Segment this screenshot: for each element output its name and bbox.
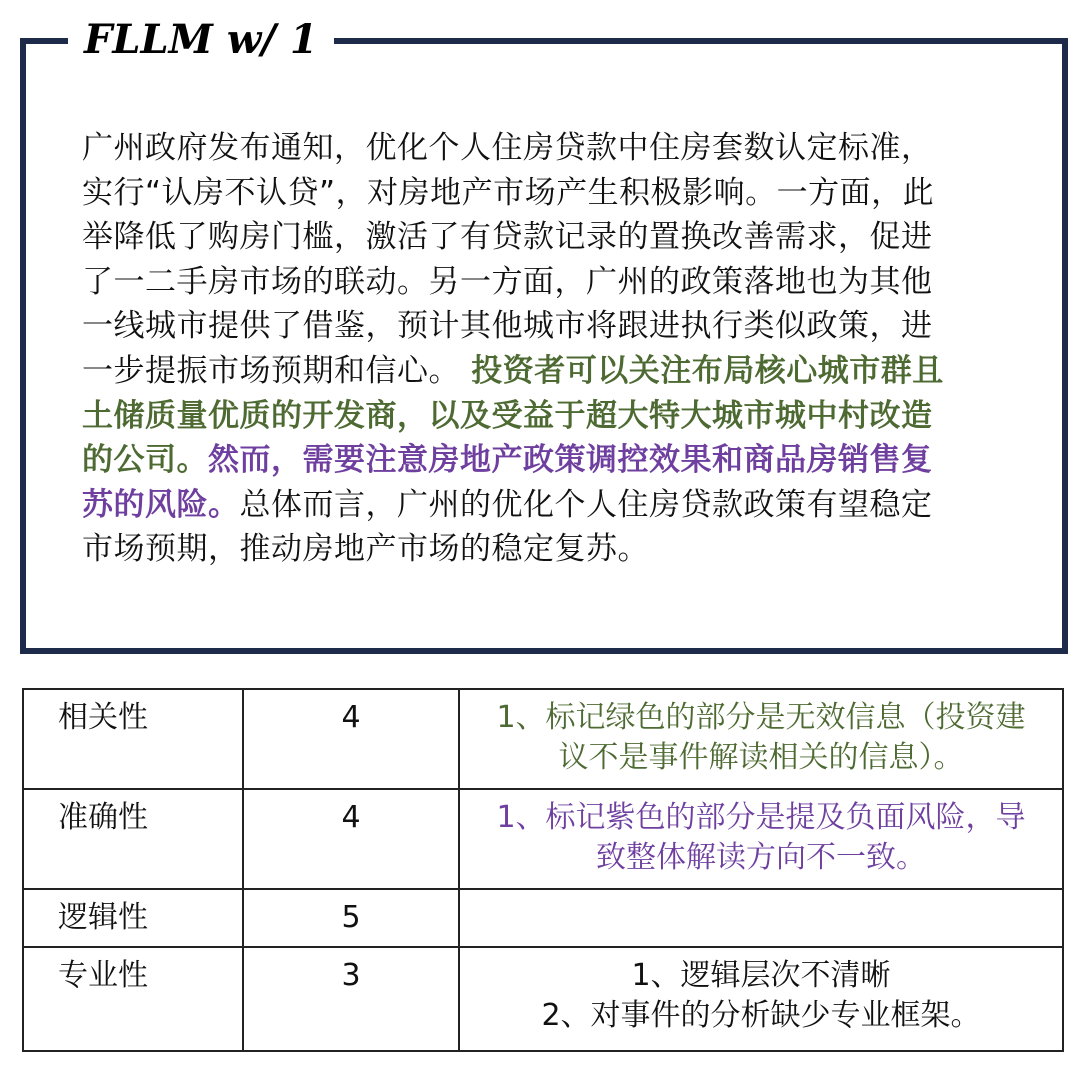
- dimension-cell: 相关性: [23, 689, 243, 789]
- dimension-cell: 专业性: [23, 947, 243, 1051]
- table-row: [23, 689, 1063, 789]
- note-line: 1、逻辑层次不清晰: [631, 958, 891, 993]
- evaluation-table: [22, 688, 1064, 1052]
- note-line: 1、标记绿色的部分是无效信息（投资建: [496, 700, 1026, 735]
- note-cell: [459, 947, 1063, 1051]
- table-row: [23, 947, 1063, 1051]
- passage-green-highlight: 投资者可以关注布局核心城市群且土储质量优质的开发商，以及受益于超大特大城市城中村改造的公司。: [82, 352, 944, 479]
- note-cell: [459, 889, 1063, 947]
- note-line: 1、标记紫色的部分是提及负面风险，导: [496, 800, 1026, 835]
- note-line: 致整体解读方向不一致。: [596, 840, 926, 875]
- dimension-cell: 准确性: [23, 789, 243, 889]
- table-row: [23, 889, 1063, 947]
- passage-purple-highlight: 然而，需要注意房地产政策调控效果和商品房销售复苏的风险。: [82, 442, 933, 523]
- score-cell: 4: [243, 689, 459, 789]
- passage-intro: 广州政府发布通知，优化个人住房贷款中住房套数认定标准，实行“认房不认贷”，对房地产市场产生积极影响。一方面，此举降低了购房门槛，激活了有贷款记录的置换改善需求，促进了一二手房市场的联动。另一方面，广州的政策落地也为其他一线城市提供了借鉴，预计其他城市将跟进执行类似政策，进一步提振市场预期和信心。: [82, 130, 935, 389]
- note-line: 2、对事件的分析缺少专业框架。: [541, 998, 981, 1033]
- note-line: 议不是事件解读相关的信息）。: [558, 740, 964, 775]
- score-cell: 5: [243, 889, 459, 947]
- frame-title: FLLM w/ 1: [68, 12, 334, 68]
- score-cell: 4: [243, 789, 459, 889]
- dimension-cell: 逻辑性: [23, 889, 243, 947]
- passage-conclusion: 总体而言，广州的优化个人住房贷款政策有望稳定市场预期，推动房地产市场的稳定复苏。: [82, 486, 933, 568]
- table-row: [23, 789, 1063, 889]
- note-cell: [459, 789, 1063, 889]
- note-cell: [459, 689, 1063, 789]
- interpretation-text: [82, 126, 962, 572]
- score-cell: 3: [243, 947, 459, 1051]
